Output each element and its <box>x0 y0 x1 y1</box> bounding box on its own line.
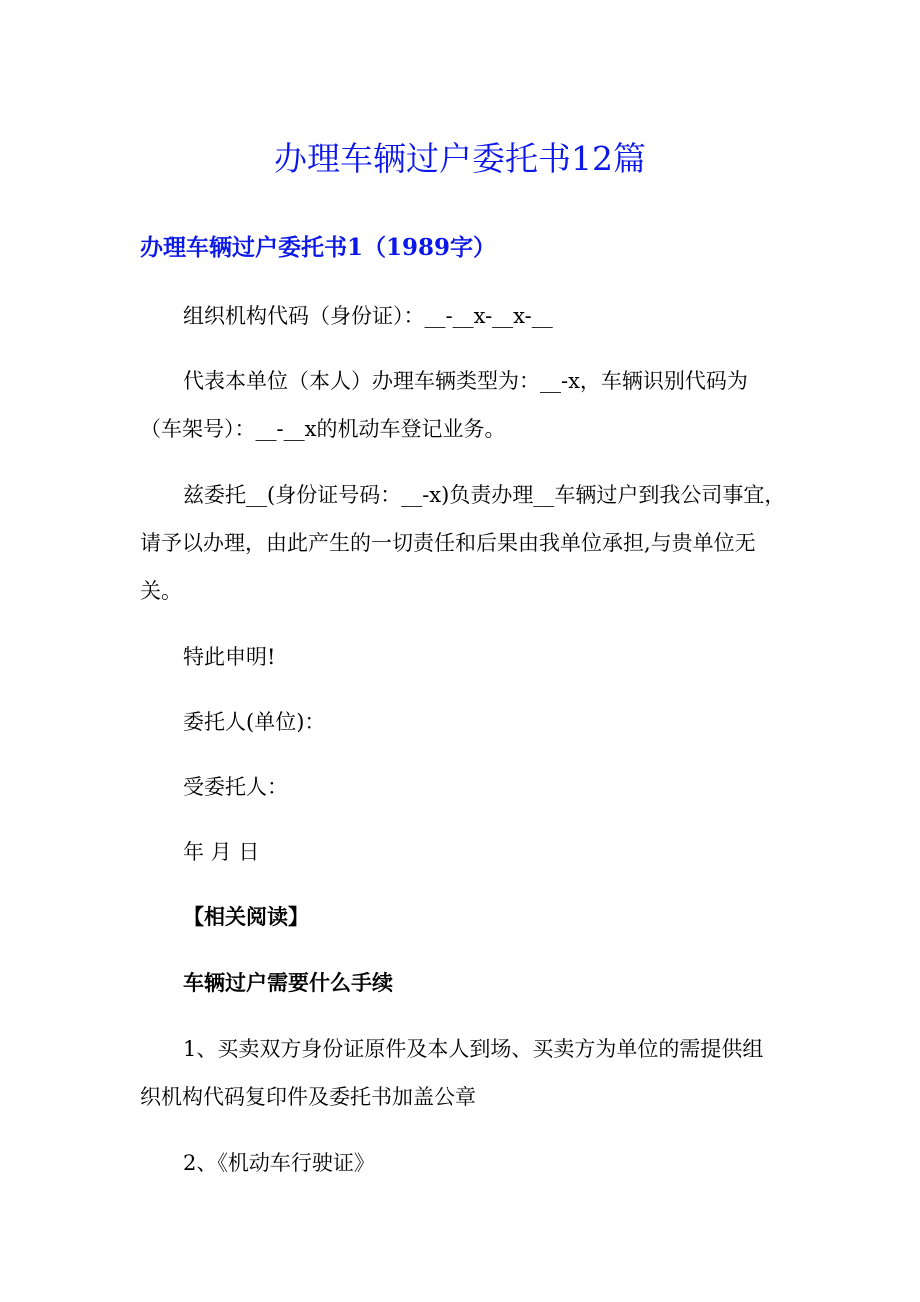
vehicle-type-line: 代表本单位（本人）办理车辆类型为：__-x，车辆识别代码为 <box>183 369 748 393</box>
vin-line: （车架号）：__-__x的机动车登记业务。 <box>140 417 506 441</box>
related-reading-heading: 【相关阅读】 <box>183 904 309 929</box>
org-code-line: 组织机构代码（身份证）：__-__x-__x-__ <box>183 304 553 328</box>
document-title: 办理车辆过户委托书12篇 <box>274 139 646 178</box>
procedure-item-2: 2、《机动车行驶证》 <box>183 1151 375 1175</box>
entrust-line-1: 兹委托__(身份证号码：__-x)负责办理__车辆过户到我公司事宜， <box>183 483 786 507</box>
procedure-heading: 车辆过户需要什么手续 <box>183 970 393 995</box>
agent-line: 受委托人： <box>183 775 288 799</box>
section-heading: 办理车辆过户委托书1（1989字） <box>140 234 497 261</box>
procedure-item-1-line-2: 织机构代码复印件及委托书加盖公章 <box>140 1085 476 1109</box>
entrust-line-3: 关。 <box>140 579 182 603</box>
entrust-line-2: 请予以办理，由此产生的一切责任和后果由我单位承担,与贵单位无 <box>140 531 756 555</box>
date-line: 年 月 日 <box>183 840 260 864</box>
procedure-item-1-line-1: 1、买卖双方身份证原件及本人到场、买卖方为单位的需提供组 <box>183 1037 764 1061</box>
principal-line: 委托人(单位)： <box>183 710 326 734</box>
declaration-line: 特此申明! <box>183 645 276 669</box>
